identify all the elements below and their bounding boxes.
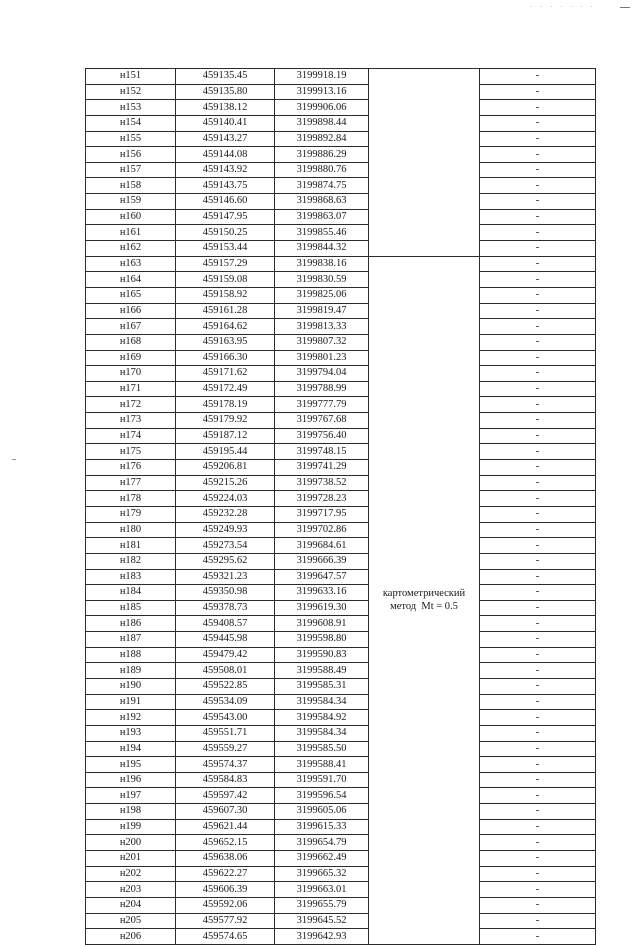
point-name-cell: н172 — [86, 397, 176, 413]
y-coordinate-cell: 3199662.49 — [275, 851, 369, 867]
y-coordinate-cell: 3199913.16 — [275, 84, 369, 100]
point-name-cell: н206 — [86, 929, 176, 945]
point-name-cell: н170 — [86, 366, 176, 382]
accuracy-cell: - — [480, 381, 596, 397]
table-row — [86, 381, 596, 397]
y-coordinate-cell: 3199605.06 — [275, 804, 369, 820]
table-row — [86, 334, 596, 350]
table-row — [86, 131, 596, 147]
x-coordinate-cell: 459232.28 — [176, 506, 275, 522]
table-row — [86, 725, 596, 741]
accuracy-cell: - — [480, 475, 596, 491]
point-name-cell: н161 — [86, 225, 176, 241]
y-coordinate-cell: 3199585.50 — [275, 741, 369, 757]
point-name-cell: н175 — [86, 444, 176, 460]
x-coordinate-cell: 459508.01 — [176, 663, 275, 679]
table-row — [86, 851, 596, 867]
x-coordinate-cell: 459179.92 — [176, 413, 275, 429]
accuracy-cell: - — [480, 303, 596, 319]
point-name-cell: н201 — [86, 851, 176, 867]
table-row — [86, 600, 596, 616]
table-row — [86, 741, 596, 757]
y-coordinate-cell: 3199598.80 — [275, 632, 369, 648]
x-coordinate-cell: 459146.60 — [176, 194, 275, 210]
y-coordinate-cell: 3199906.06 — [275, 100, 369, 116]
x-coordinate-cell: 459157.29 — [176, 256, 275, 272]
accuracy-cell: - — [480, 538, 596, 554]
point-name-cell: н205 — [86, 913, 176, 929]
x-coordinate-cell: 459143.75 — [176, 178, 275, 194]
accuracy-cell: - — [480, 428, 596, 444]
x-coordinate-cell: 459652.15 — [176, 835, 275, 851]
point-name-cell: н167 — [86, 319, 176, 335]
table-row — [86, 69, 596, 85]
accuracy-cell: - — [480, 835, 596, 851]
table-row — [86, 897, 596, 913]
x-coordinate-cell: 459622.27 — [176, 866, 275, 882]
point-name-cell: н177 — [86, 475, 176, 491]
x-coordinate-cell: 459140.41 — [176, 115, 275, 131]
x-coordinate-cell: 459144.08 — [176, 147, 275, 163]
y-coordinate-cell: 3199663.01 — [275, 882, 369, 898]
accuracy-cell: - — [480, 256, 596, 272]
point-name-cell: н171 — [86, 381, 176, 397]
point-name-cell: н155 — [86, 131, 176, 147]
table-row — [86, 819, 596, 835]
point-name-cell: н184 — [86, 585, 176, 601]
x-coordinate-cell: 459158.92 — [176, 287, 275, 303]
point-name-cell: н159 — [86, 194, 176, 210]
x-coordinate-cell: 459408.57 — [176, 616, 275, 632]
point-name-cell: н158 — [86, 178, 176, 194]
table-row — [86, 678, 596, 694]
y-coordinate-cell: 3199684.61 — [275, 538, 369, 554]
table-row — [86, 303, 596, 319]
point-name-cell: н186 — [86, 616, 176, 632]
table-row — [86, 710, 596, 726]
table-row — [86, 632, 596, 648]
x-coordinate-cell: 459551.71 — [176, 725, 275, 741]
x-coordinate-cell: 459224.03 — [176, 491, 275, 507]
x-coordinate-cell: 459143.27 — [176, 131, 275, 147]
y-coordinate-cell: 3199880.76 — [275, 162, 369, 178]
x-coordinate-cell: 459153.44 — [176, 241, 275, 257]
table-row — [86, 694, 596, 710]
y-coordinate-cell: 3199838.16 — [275, 256, 369, 272]
y-coordinate-cell: 3199868.63 — [275, 194, 369, 210]
accuracy-cell: - — [480, 162, 596, 178]
y-coordinate-cell: 3199615.33 — [275, 819, 369, 835]
table-row — [86, 194, 596, 210]
point-name-cell: н187 — [86, 632, 176, 648]
point-name-cell: н179 — [86, 506, 176, 522]
y-coordinate-cell: 3199844.32 — [275, 241, 369, 257]
y-coordinate-cell: 3199830.59 — [275, 272, 369, 288]
point-name-cell: н153 — [86, 100, 176, 116]
point-name-cell: н200 — [86, 835, 176, 851]
accuracy-cell: - — [480, 741, 596, 757]
table-row — [86, 835, 596, 851]
accuracy-cell: - — [480, 272, 596, 288]
scan-header-marks — [530, 3, 630, 11]
y-coordinate-cell: 3199807.32 — [275, 334, 369, 350]
accuracy-cell: - — [480, 319, 596, 335]
table-row — [86, 538, 596, 554]
x-coordinate-cell: 459522.85 — [176, 678, 275, 694]
y-coordinate-cell: 3199741.29 — [275, 460, 369, 476]
y-coordinate-cell: 3199748.15 — [275, 444, 369, 460]
y-coordinate-cell: 3199655.79 — [275, 897, 369, 913]
point-name-cell: н190 — [86, 678, 176, 694]
table-row — [86, 882, 596, 898]
x-coordinate-cell: 459606.39 — [176, 882, 275, 898]
point-name-cell: н169 — [86, 350, 176, 366]
accuracy-cell: - — [480, 131, 596, 147]
accuracy-cell: - — [480, 585, 596, 601]
y-coordinate-cell: 3199588.41 — [275, 757, 369, 773]
method-cell-empty — [369, 69, 480, 257]
table-row — [86, 522, 596, 538]
x-coordinate-cell: 459135.45 — [176, 69, 275, 85]
y-coordinate-cell: 3199702.86 — [275, 522, 369, 538]
accuracy-cell: - — [480, 209, 596, 225]
accuracy-cell: - — [480, 84, 596, 100]
accuracy-cell: - — [480, 397, 596, 413]
y-coordinate-cell: 3199633.16 — [275, 585, 369, 601]
y-coordinate-cell: 3199619.30 — [275, 600, 369, 616]
x-coordinate-cell: 459574.37 — [176, 757, 275, 773]
point-name-cell: н168 — [86, 334, 176, 350]
x-coordinate-cell: 459178.19 — [176, 397, 275, 413]
y-coordinate-cell: 3199788.99 — [275, 381, 369, 397]
point-name-cell: н181 — [86, 538, 176, 554]
x-coordinate-cell: 459249.93 — [176, 522, 275, 538]
accuracy-cell: - — [480, 866, 596, 882]
x-coordinate-cell: 459171.62 — [176, 366, 275, 382]
accuracy-cell: - — [480, 694, 596, 710]
accuracy-cell: - — [480, 287, 596, 303]
y-coordinate-cell: 3199801.23 — [275, 350, 369, 366]
y-coordinate-cell: 3199898.44 — [275, 115, 369, 131]
table-row — [86, 209, 596, 225]
table-row — [86, 397, 596, 413]
point-name-cell: н178 — [86, 491, 176, 507]
accuracy-cell: - — [480, 178, 596, 194]
table-row — [86, 241, 596, 257]
accuracy-cell: - — [480, 678, 596, 694]
accuracy-cell: - — [480, 804, 596, 820]
point-name-cell: н152 — [86, 84, 176, 100]
table-row — [86, 444, 596, 460]
x-coordinate-cell: 459543.00 — [176, 710, 275, 726]
x-coordinate-cell: 459592.06 — [176, 897, 275, 913]
y-coordinate-cell: 3199863.07 — [275, 209, 369, 225]
x-coordinate-cell: 459638.06 — [176, 851, 275, 867]
y-coordinate-cell: 3199642.93 — [275, 929, 369, 945]
accuracy-cell: - — [480, 444, 596, 460]
x-coordinate-cell: 459445.98 — [176, 632, 275, 648]
point-name-cell: н176 — [86, 460, 176, 476]
point-name-cell: н194 — [86, 741, 176, 757]
table-row — [86, 178, 596, 194]
y-coordinate-cell: 3199892.84 — [275, 131, 369, 147]
table-row — [86, 663, 596, 679]
x-coordinate-cell: 459163.95 — [176, 334, 275, 350]
y-coordinate-cell: 3199645.52 — [275, 913, 369, 929]
scan-dots: · · · · · · · — [530, 3, 596, 11]
point-name-cell: н195 — [86, 757, 176, 773]
table-row — [86, 287, 596, 303]
table-row — [86, 84, 596, 100]
accuracy-cell: - — [480, 225, 596, 241]
table-row — [86, 100, 596, 116]
y-coordinate-cell: 3199918.19 — [275, 69, 369, 85]
accuracy-cell: - — [480, 600, 596, 616]
y-coordinate-cell: 3199585.31 — [275, 678, 369, 694]
x-coordinate-cell: 459166.30 — [176, 350, 275, 366]
y-coordinate-cell: 3199584.34 — [275, 694, 369, 710]
y-coordinate-cell: 3199819.47 — [275, 303, 369, 319]
point-name-cell: н193 — [86, 725, 176, 741]
accuracy-cell: - — [480, 788, 596, 804]
table-row — [86, 366, 596, 382]
x-coordinate-cell: 459295.62 — [176, 553, 275, 569]
point-name-cell: н163 — [86, 256, 176, 272]
x-coordinate-cell: 459479.42 — [176, 647, 275, 663]
accuracy-cell: - — [480, 491, 596, 507]
scan-dash — [620, 7, 630, 8]
accuracy-cell: - — [480, 851, 596, 867]
table-row — [86, 428, 596, 444]
accuracy-cell: - — [480, 897, 596, 913]
point-name-cell: н185 — [86, 600, 176, 616]
y-coordinate-cell: 3199738.52 — [275, 475, 369, 491]
accuracy-cell: - — [480, 647, 596, 663]
y-coordinate-cell: 3199777.79 — [275, 397, 369, 413]
table-row — [86, 553, 596, 569]
accuracy-cell: - — [480, 757, 596, 773]
accuracy-cell: - — [480, 913, 596, 929]
scan-side-mark — [12, 459, 16, 460]
x-coordinate-cell: 459378.73 — [176, 600, 275, 616]
accuracy-cell: - — [480, 194, 596, 210]
x-coordinate-cell: 459574.65 — [176, 929, 275, 945]
table-row — [86, 319, 596, 335]
accuracy-cell: - — [480, 69, 596, 85]
accuracy-cell: - — [480, 882, 596, 898]
table-row — [86, 616, 596, 632]
point-name-cell: н202 — [86, 866, 176, 882]
coordinates-table-body — [86, 69, 596, 945]
y-coordinate-cell: 3199590.83 — [275, 647, 369, 663]
accuracy-cell: - — [480, 147, 596, 163]
x-coordinate-cell: 459621.44 — [176, 819, 275, 835]
table-row — [86, 147, 596, 163]
y-coordinate-cell: 3199591.70 — [275, 772, 369, 788]
table-row — [86, 460, 596, 476]
accuracy-cell: - — [480, 334, 596, 350]
table-row — [86, 647, 596, 663]
coordinates-table — [85, 68, 596, 945]
point-name-cell: н183 — [86, 569, 176, 585]
point-name-cell: н164 — [86, 272, 176, 288]
x-coordinate-cell: 459215.26 — [176, 475, 275, 491]
x-coordinate-cell: 459172.49 — [176, 381, 275, 397]
accuracy-cell: - — [480, 929, 596, 945]
accuracy-cell: - — [480, 413, 596, 429]
accuracy-cell: - — [480, 553, 596, 569]
y-coordinate-cell: 3199647.57 — [275, 569, 369, 585]
accuracy-cell: - — [480, 632, 596, 648]
point-name-cell: н162 — [86, 241, 176, 257]
table-row — [86, 772, 596, 788]
x-coordinate-cell: 459321.23 — [176, 569, 275, 585]
x-coordinate-cell: 459195.44 — [176, 444, 275, 460]
x-coordinate-cell: 459206.81 — [176, 460, 275, 476]
y-coordinate-cell: 3199813.33 — [275, 319, 369, 335]
accuracy-cell: - — [480, 616, 596, 632]
table-row — [86, 475, 596, 491]
accuracy-cell: - — [480, 819, 596, 835]
y-coordinate-cell: 3199584.34 — [275, 725, 369, 741]
point-name-cell: н154 — [86, 115, 176, 131]
x-coordinate-cell: 459597.42 — [176, 788, 275, 804]
y-coordinate-cell: 3199665.32 — [275, 866, 369, 882]
accuracy-cell: - — [480, 710, 596, 726]
point-name-cell: н196 — [86, 772, 176, 788]
point-name-cell: н156 — [86, 147, 176, 163]
y-coordinate-cell: 3199874.75 — [275, 178, 369, 194]
point-name-cell: н160 — [86, 209, 176, 225]
x-coordinate-cell: 459150.25 — [176, 225, 275, 241]
y-coordinate-cell: 3199608.91 — [275, 616, 369, 632]
point-name-cell: н182 — [86, 553, 176, 569]
table-row — [86, 569, 596, 585]
table-row — [86, 350, 596, 366]
accuracy-cell: - — [480, 522, 596, 538]
x-coordinate-cell: 459143.92 — [176, 162, 275, 178]
y-coordinate-cell: 3199794.04 — [275, 366, 369, 382]
table-row — [86, 225, 596, 241]
x-coordinate-cell: 459273.54 — [176, 538, 275, 554]
table-row — [86, 162, 596, 178]
y-coordinate-cell: 3199756.40 — [275, 428, 369, 444]
accuracy-cell: - — [480, 725, 596, 741]
x-coordinate-cell: 459159.08 — [176, 272, 275, 288]
table-row — [86, 491, 596, 507]
y-coordinate-cell: 3199596.54 — [275, 788, 369, 804]
x-coordinate-cell: 459350.98 — [176, 585, 275, 601]
accuracy-cell: - — [480, 506, 596, 522]
y-coordinate-cell: 3199767.68 — [275, 413, 369, 429]
point-name-cell: н173 — [86, 413, 176, 429]
accuracy-cell: - — [480, 241, 596, 257]
y-coordinate-cell: 3199588.49 — [275, 663, 369, 679]
point-name-cell: н189 — [86, 663, 176, 679]
point-name-cell: н199 — [86, 819, 176, 835]
y-coordinate-cell: 3199717.95 — [275, 506, 369, 522]
table-row — [86, 804, 596, 820]
method-label-line2: метод Mt = 0.5 — [390, 601, 458, 613]
table-row — [86, 585, 596, 601]
table-row — [86, 115, 596, 131]
table-row — [86, 757, 596, 773]
point-name-cell: н191 — [86, 694, 176, 710]
point-name-cell: н204 — [86, 897, 176, 913]
point-name-cell: н192 — [86, 710, 176, 726]
accuracy-cell: - — [480, 115, 596, 131]
point-name-cell: н197 — [86, 788, 176, 804]
x-coordinate-cell: 459147.95 — [176, 209, 275, 225]
accuracy-cell: - — [480, 569, 596, 585]
table-row — [86, 913, 596, 929]
x-coordinate-cell: 459577.92 — [176, 913, 275, 929]
y-coordinate-cell: 3199584.92 — [275, 710, 369, 726]
table-row — [86, 506, 596, 522]
x-coordinate-cell: 459607.30 — [176, 804, 275, 820]
table-row — [86, 413, 596, 429]
point-name-cell: н151 — [86, 69, 176, 85]
y-coordinate-cell: 3199855.46 — [275, 225, 369, 241]
table-row — [86, 788, 596, 804]
table-row — [86, 272, 596, 288]
point-name-cell: н180 — [86, 522, 176, 538]
x-coordinate-cell: 459584.83 — [176, 772, 275, 788]
y-coordinate-cell: 3199825.06 — [275, 287, 369, 303]
accuracy-cell: - — [480, 366, 596, 382]
accuracy-cell: - — [480, 460, 596, 476]
x-coordinate-cell: 459161.28 — [176, 303, 275, 319]
table-row — [86, 256, 596, 272]
x-coordinate-cell: 459534.09 — [176, 694, 275, 710]
method-cell — [369, 256, 480, 944]
point-name-cell: н203 — [86, 882, 176, 898]
accuracy-cell: - — [480, 350, 596, 366]
point-name-cell: н198 — [86, 804, 176, 820]
accuracy-cell: - — [480, 663, 596, 679]
x-coordinate-cell: 459135.80 — [176, 84, 275, 100]
y-coordinate-cell: 3199886.29 — [275, 147, 369, 163]
table-row — [86, 929, 596, 945]
point-name-cell: н157 — [86, 162, 176, 178]
x-coordinate-cell: 459164.62 — [176, 319, 275, 335]
point-name-cell: н165 — [86, 287, 176, 303]
y-coordinate-cell: 3199654.79 — [275, 835, 369, 851]
x-coordinate-cell: 459187.12 — [176, 428, 275, 444]
y-coordinate-cell: 3199666.39 — [275, 553, 369, 569]
x-coordinate-cell: 459138.12 — [176, 100, 275, 116]
x-coordinate-cell: 459559.27 — [176, 741, 275, 757]
y-coordinate-cell: 3199728.23 — [275, 491, 369, 507]
point-name-cell: н174 — [86, 428, 176, 444]
table-row — [86, 866, 596, 882]
point-name-cell: н188 — [86, 647, 176, 663]
accuracy-cell: - — [480, 772, 596, 788]
accuracy-cell: - — [480, 100, 596, 116]
point-name-cell: н166 — [86, 303, 176, 319]
method-label-line1: картометрический — [382, 588, 466, 600]
